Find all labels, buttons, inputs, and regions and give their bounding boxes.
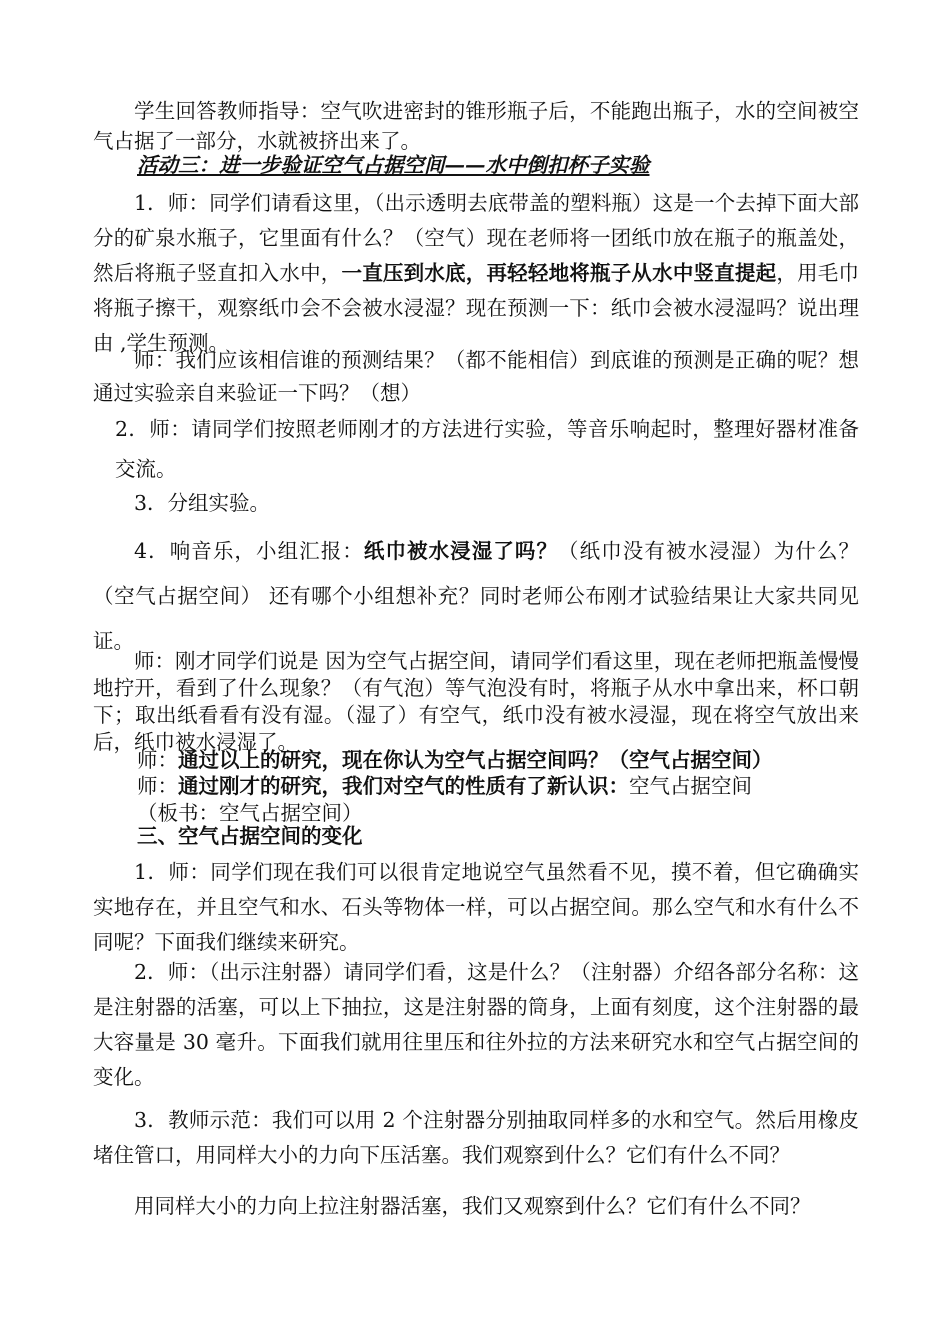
teacher-summary-prefix: 师：	[137, 774, 178, 798]
paragraph-step-4	[93, 529, 859, 664]
paragraph-teacher-summary	[93, 773, 859, 827]
paragraph-step-2: 2．师：请同学们按照老师刚才的方法进行实验，等音乐响起时，整理好器材准备交流。	[115, 417, 859, 481]
heading-section-three: 三、空气占据空间的变化	[137, 824, 363, 848]
paragraph-pull-piston: 用同样大小的力向上拉注射器活塞，我们又观察到什么？它们有什么不同？	[134, 1194, 811, 1218]
paragraph-step-3: 3．分组实验。	[134, 491, 271, 515]
paragraph-teacher-explanation: 师：刚才同学们说是 因为空气占据空间，请同学们看这里，现在老师把瓶盖慢慢地拧开，看到了什么现象？（有气泡）等气泡没有时，将瓶子从水中拿出来，杯口朝下；取出纸看看有没有湿。（湿了）有空气，纸巾没有被水浸湿，现在将空气放出来后，纸巾被水浸湿了。	[93, 649, 859, 754]
heading-activity-three: 活动三：进一步验证空气占据空间——水中倒扣杯子实验	[137, 153, 650, 177]
paragraph-section3-step-2: 2．师：（出示注射器）请同学们看，这是什么？（注射器）介绍各部分名称：这是注射器的活塞，可以上下抽拉，这是注射器的筒身，上面有刻度，这个注射器的最大容量是 30 毫升。下面我们就用往里压和往外拉的方法来研究水和空气占据空间的变化。	[93, 960, 859, 1089]
step-1-text-a: 1．师：同学们请看这里，（出示透明去底带盖的塑料瓶）这是一个去掉下面大部分的矿泉水瓶子，它里面有什么？（空气）现在老师将一团纸巾放在瓶子的瓶盖处，然后将瓶子竖直扣入水中，	[93, 191, 859, 285]
teacher-question-prefix: 师：	[137, 748, 178, 772]
step-4-text-a: 4．响音乐，小组汇报：	[134, 539, 364, 563]
teacher-question-bold: 通过以上的研究，现在你认为空气占据空间吗？（空气占据空间）	[178, 748, 773, 772]
paragraph-section3-step-1: 1．师：同学们现在我们可以很肯定地说空气虽然看不见，摸不着，但它确确实实地存在，并且空气和水、石头等物体一样，可以占据空间。那么空气和水有什么不同呢？下面我们继续来研究。	[93, 860, 859, 954]
blackboard-note: （板书：空气占据空间）	[137, 801, 363, 825]
paragraph-step-1	[93, 186, 859, 361]
step-1-text-c: ，用毛巾将瓶子擦干，观察纸巾会不会被水浸湿？现在预测一下：纸巾会被水浸湿吗？说出理由 ,学生预测。	[93, 261, 859, 355]
paragraph-teacher-question	[93, 747, 859, 774]
paragraph-teacher-prediction: 师：我们应该相信谁的预测结果？（都不能相信）到底谁的预测是正确的呢？想通过实验亲自来验证一下吗？（想）	[93, 348, 859, 405]
paragraph-student-answer: 学生回答教师指导：空气吹进密封的锥形瓶子后，不能跑出瓶子，水的空间被空气占据了一部分，水就被挤出来了。	[93, 99, 859, 153]
paragraph-section3-step-3: 3．教师示范：我们可以用 2 个注射器分别抽取同样多的水和空气。然后用橡皮堵住管口，用同样大小的力向下压活塞。我们观察到什么？它们有什么不同？	[93, 1108, 859, 1167]
step-1-text-bold: 一直压到水底，再轻轻地将瓶子从水中竖直提起	[341, 261, 777, 285]
teacher-summary-bold: 通过刚才的研究，我们对空气的性质有了新认识：	[178, 774, 629, 798]
teacher-summary-conclusion: 空气占据空间	[629, 774, 752, 798]
step-4-text-bold: 纸巾被水浸湿了吗？	[363, 539, 559, 563]
step-4-text-c: （纸巾没有被水浸湿）为什么？（空气占据空间） 还有哪个小组想补充？同时老师公布刚才试验结果让大家共同见证。	[93, 539, 860, 653]
